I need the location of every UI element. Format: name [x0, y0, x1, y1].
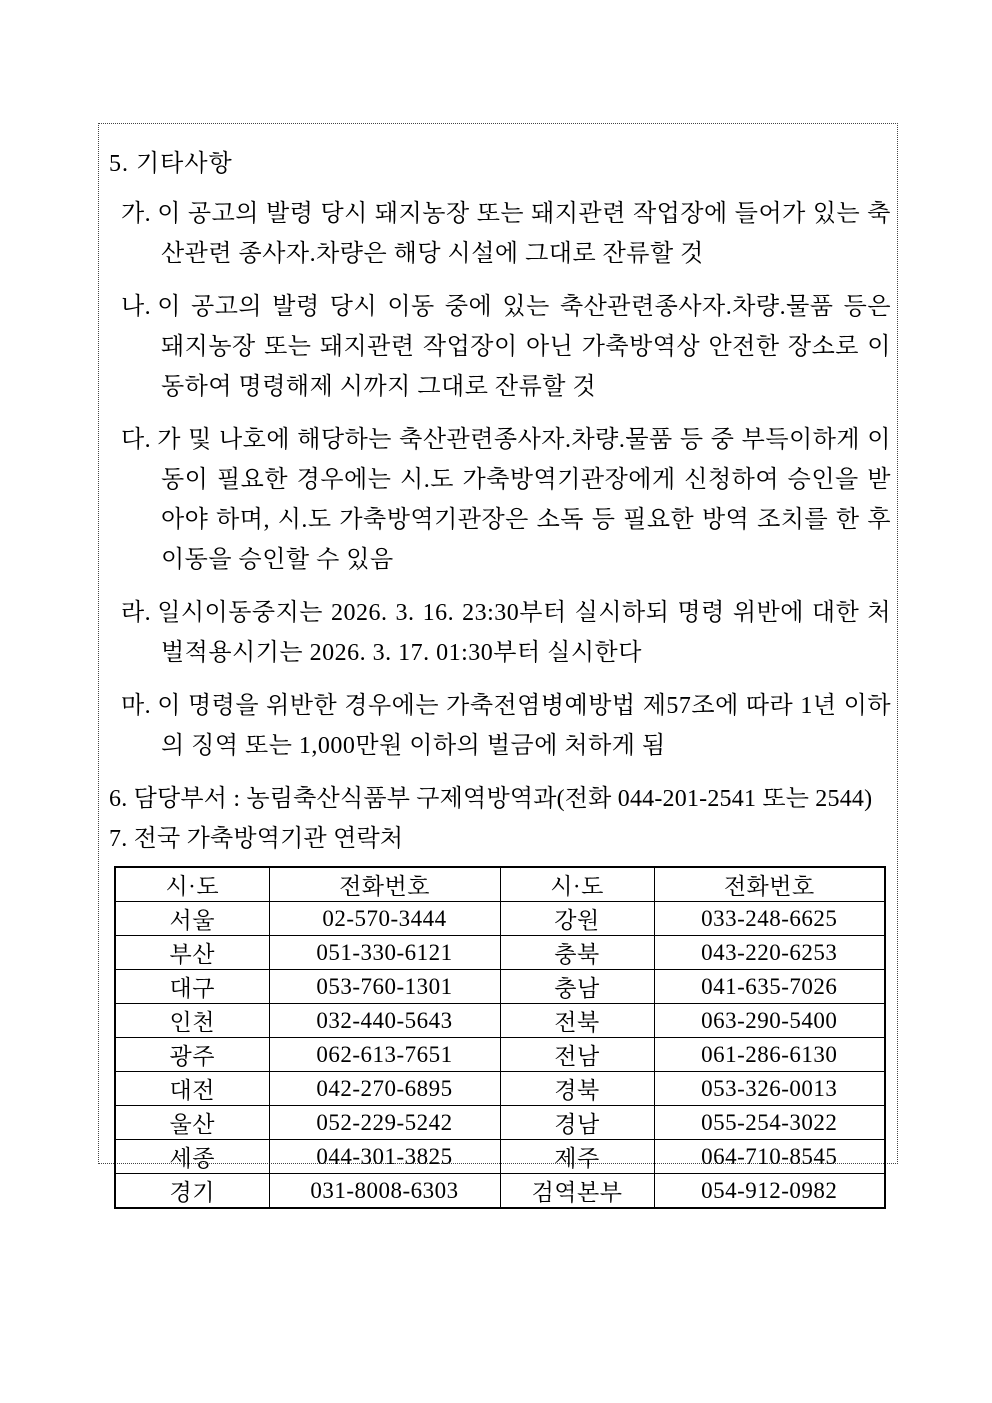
- header-region-1: 시·도: [115, 867, 269, 902]
- table-cell: 세종: [115, 1140, 269, 1174]
- table-row: [115, 970, 885, 1004]
- table-cell: 경기: [115, 1174, 269, 1209]
- table-row: [115, 1004, 885, 1038]
- table-cell: 054-912-0982: [654, 1174, 885, 1209]
- table-cell: 광주: [115, 1038, 269, 1072]
- table-cell: 충남: [500, 970, 654, 1004]
- header-phone-1: 전화번호: [269, 867, 500, 902]
- item-na-text: 이 공고의 발령 당시 이동 중에 있는 축산관련종사자.차량.물품 등은 돼지농장 또는 돼지관련 작업장이 아닌 가축방역상 안전한 장소로 이동하여 명령해제 시까지 그대로 잔류할 것: [157, 294, 891, 400]
- header-region-2: 시·도: [500, 867, 654, 902]
- header-phone-2: 전화번호: [654, 867, 885, 902]
- contact-table: [114, 866, 886, 1209]
- table-cell: 02-570-3444: [269, 902, 500, 936]
- table-cell: 041-635-7026: [654, 970, 885, 1004]
- table-cell: 전북: [500, 1004, 654, 1038]
- table-row: [115, 902, 885, 936]
- item-ga-text: 이 공고의 발령 당시 돼지농장 또는 돼지관련 작업장에 들어가 있는 축산관련 종사자.차량은 해당 시설에 그대로 잔류할 것: [157, 201, 891, 267]
- table-cell: 042-270-6895: [269, 1072, 500, 1106]
- table-cell: 검역본부: [500, 1174, 654, 1209]
- table-row: [115, 1140, 885, 1174]
- table-cell: 053-760-1301: [269, 970, 500, 1004]
- table-cell: 부산: [115, 936, 269, 970]
- item-da: [121, 420, 891, 580]
- table-cell: 제주: [500, 1140, 654, 1174]
- table-cell: 053-326-0013: [654, 1072, 885, 1106]
- item-ra: [121, 593, 891, 673]
- table-cell: 061-286-6130: [654, 1038, 885, 1072]
- table-cell: 055-254-3022: [654, 1106, 885, 1140]
- table-cell: 044-301-3825: [269, 1140, 500, 1174]
- section-5-title: 5. 기타사항: [109, 151, 233, 177]
- item-ga-label: 가.: [121, 201, 152, 227]
- table-cell: 052-229-5242: [269, 1106, 500, 1140]
- table-cell: 032-440-5643: [269, 1004, 500, 1038]
- table-cell: 051-330-6121: [269, 936, 500, 970]
- item-da-label: 다.: [121, 427, 152, 453]
- notice-box: [98, 123, 898, 1205]
- table-cell: 경북: [500, 1072, 654, 1106]
- table-cell: 대전: [115, 1072, 269, 1106]
- table-cell: 서울: [115, 902, 269, 936]
- item-ma: [121, 686, 891, 766]
- table-cell: 063-290-5400: [654, 1004, 885, 1038]
- item-ga: [121, 194, 891, 274]
- table-cell: 043-220-6253: [654, 936, 885, 970]
- table-row: [115, 1038, 885, 1072]
- item-ra-label: 라.: [121, 600, 152, 626]
- section-6-line: 6. 담당부서 : 농림축산식품부 구제역방역과(전화 044-201-2541 또는 2544): [109, 786, 873, 812]
- table-row: [115, 1106, 885, 1140]
- item-ma-label: 마.: [121, 693, 152, 719]
- item-da-text: 가 및 나호에 해당하는 축산관련종사자.차량.물품 등 중 부득이하게 이동이 필요한 경우에는 시.도 가축방역기관장에게 신청하여 승인을 받아야 하며, 시.도 가축방역기관장은 소독 등 필요한 방역 조치를 한 후 이동을 승인할 수 있음: [157, 427, 891, 573]
- table-cell: 인천: [115, 1004, 269, 1038]
- item-na-label: 나.: [121, 294, 152, 320]
- table-cell: 강원: [500, 902, 654, 936]
- item-ra-text: 일시이동중지는 2026. 3. 16. 23:30부터 실시하되 명령 위반에 대한 처벌적용시기는 2026. 3. 17. 01:30부터 실시한다: [157, 600, 891, 666]
- table-cell: 충북: [500, 936, 654, 970]
- section-7-line: 7. 전국 가축방역기관 연락처: [109, 826, 404, 852]
- table-cell: 경남: [500, 1106, 654, 1140]
- table-header-row: [115, 867, 885, 902]
- item-ma-text: 이 명령을 위반한 경우에는 가축전염병예방법 제57조에 따라 1년 이하의 징역 또는 1,000만원 이하의 벌금에 처하게 됨: [157, 693, 891, 759]
- table-row: [115, 1072, 885, 1106]
- item-na: [121, 287, 891, 407]
- table-cell: 033-248-6625: [654, 902, 885, 936]
- table-row: [115, 1174, 885, 1209]
- table-row: [115, 936, 885, 970]
- table-cell: 062-613-7651: [269, 1038, 500, 1072]
- table-cell: 전남: [500, 1038, 654, 1072]
- table-cell: 064-710-8545: [654, 1140, 885, 1174]
- table-cell: 031-8008-6303: [269, 1174, 500, 1209]
- table-cell: 대구: [115, 970, 269, 1004]
- table-cell: 울산: [115, 1106, 269, 1140]
